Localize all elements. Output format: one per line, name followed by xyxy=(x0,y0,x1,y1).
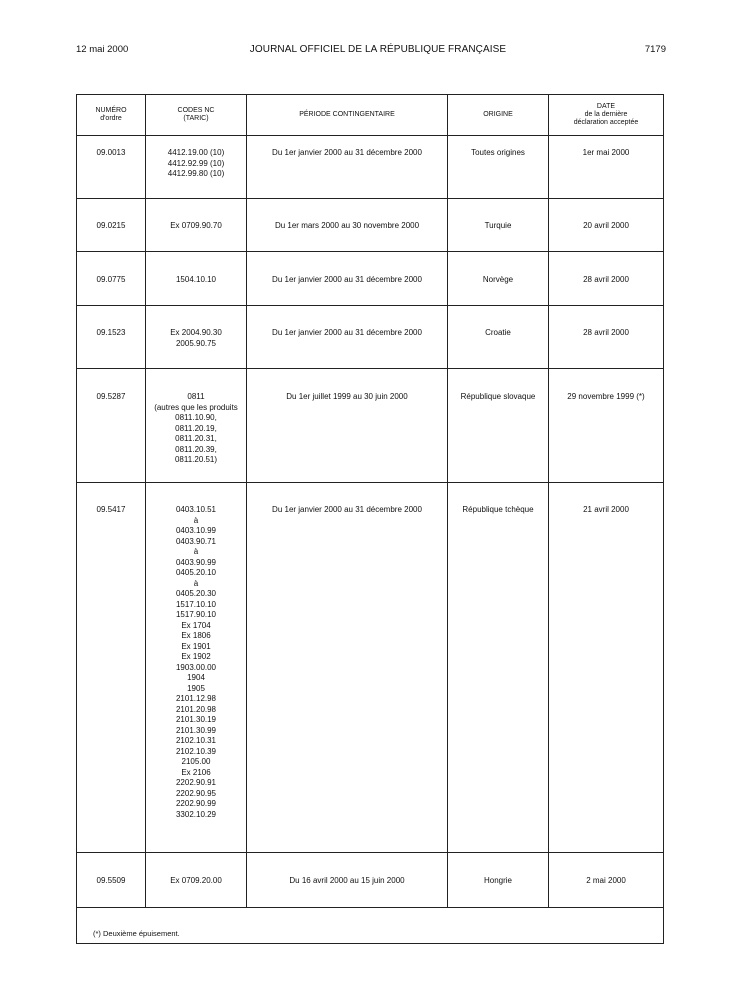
col-header-periode: PÉRIODE CONTINGENTAIRE xyxy=(299,111,395,118)
cell-date: 28 avril 2000 xyxy=(583,275,629,284)
cell-origine: Turquie xyxy=(484,221,512,230)
cell-codes: 4412.19.00 (10) 4412.92.99 (10) 4412.99.80 (10) xyxy=(167,148,225,178)
cell-numero: 09.5287 xyxy=(96,392,126,401)
cell-numero: 09.5509 xyxy=(96,876,126,885)
cell-origine: République tchèque xyxy=(462,505,534,514)
cell-origine: Toutes origines xyxy=(471,148,525,157)
cell-codes: Ex 0709.20.00 xyxy=(170,876,222,885)
page-number: 7179 xyxy=(644,44,666,55)
cell-numero: 09.0775 xyxy=(96,275,126,284)
quota-table xyxy=(76,94,664,944)
col-header-origine: ORIGINE xyxy=(483,111,513,118)
cell-periode: Du 1er juillet 1999 au 30 juin 2000 xyxy=(286,392,408,401)
cell-periode: Du 1er janvier 2000 au 31 décembre 2000 xyxy=(272,275,422,284)
page-date: 12 mai 2000 xyxy=(76,44,129,55)
col-header-numero: NUMÉRO d'ordre xyxy=(95,107,127,122)
cell-date: 29 novembre 1999 (*) xyxy=(567,392,645,401)
cell-numero: 09.5417 xyxy=(96,505,126,514)
col-header-codes: CODES NC (TARIC) xyxy=(177,107,215,122)
cell-date: 1er mai 2000 xyxy=(582,148,630,157)
cell-origine: République slovaque xyxy=(460,392,536,401)
cell-periode: Du 16 avril 2000 au 15 juin 2000 xyxy=(289,876,405,885)
cell-numero: 09.0215 xyxy=(96,221,126,230)
journal-title: JOURNAL OFFICIEL DE LA RÉPUBLIQUE FRANÇAISE xyxy=(249,44,507,55)
cell-numero: 09.1523 xyxy=(96,328,126,337)
cell-date: 20 avril 2000 xyxy=(583,221,629,230)
cell-periode: Du 1er janvier 2000 au 31 décembre 2000 xyxy=(272,148,422,157)
cell-numero: 09.0013 xyxy=(96,148,126,157)
cell-origine: Hongrie xyxy=(483,876,512,885)
cell-periode: Du 1er janvier 2000 au 31 décembre 2000 xyxy=(272,505,422,514)
cell-codes: Ex 0709.90.70 xyxy=(170,221,222,230)
cell-date: 2 mai 2000 xyxy=(586,876,626,885)
cell-codes: 0403.10.51 à 0403.10.99 0403.90.71 à 0403.90.99 0405.20.10 à 0405.20.30 1517.10.10 1517.90.10 Ex 1704 Ex 1806 Ex 1901 Ex 1902 1903.00.00 1904 1905 2101.12.98 2101.20.98 2101.30.19 2101.30.99 2102.10.31 2102.10.39 2105.00 Ex 2106 2202.90.91 2202.90.95 2202.90.99 3302.10.29 xyxy=(175,505,217,819)
cell-codes: Ex 2004.90.30 2005.90.75 xyxy=(170,328,222,348)
cell-date: 21 avril 2000 xyxy=(583,505,629,514)
cell-codes: 1504.10.10 xyxy=(175,275,217,284)
footnote: (*) Deuxième épuisement. xyxy=(93,929,180,938)
cell-periode: Du 1er mars 2000 au 30 novembre 2000 xyxy=(274,221,420,230)
cell-date: 28 avril 2000 xyxy=(583,328,629,337)
cell-periode: Du 1er janvier 2000 au 31 décembre 2000 xyxy=(272,328,422,337)
cell-codes: 0811 (autres que les produits 0811.10.90, 0811.20.19, 0811.20.31, 0811.20.39, 0811.20.51) xyxy=(154,392,238,464)
col-header-date: DATE de la dernière déclaration acceptée xyxy=(573,103,639,126)
cell-origine: Norvège xyxy=(482,275,514,284)
cell-origine: Croatie xyxy=(485,328,511,337)
